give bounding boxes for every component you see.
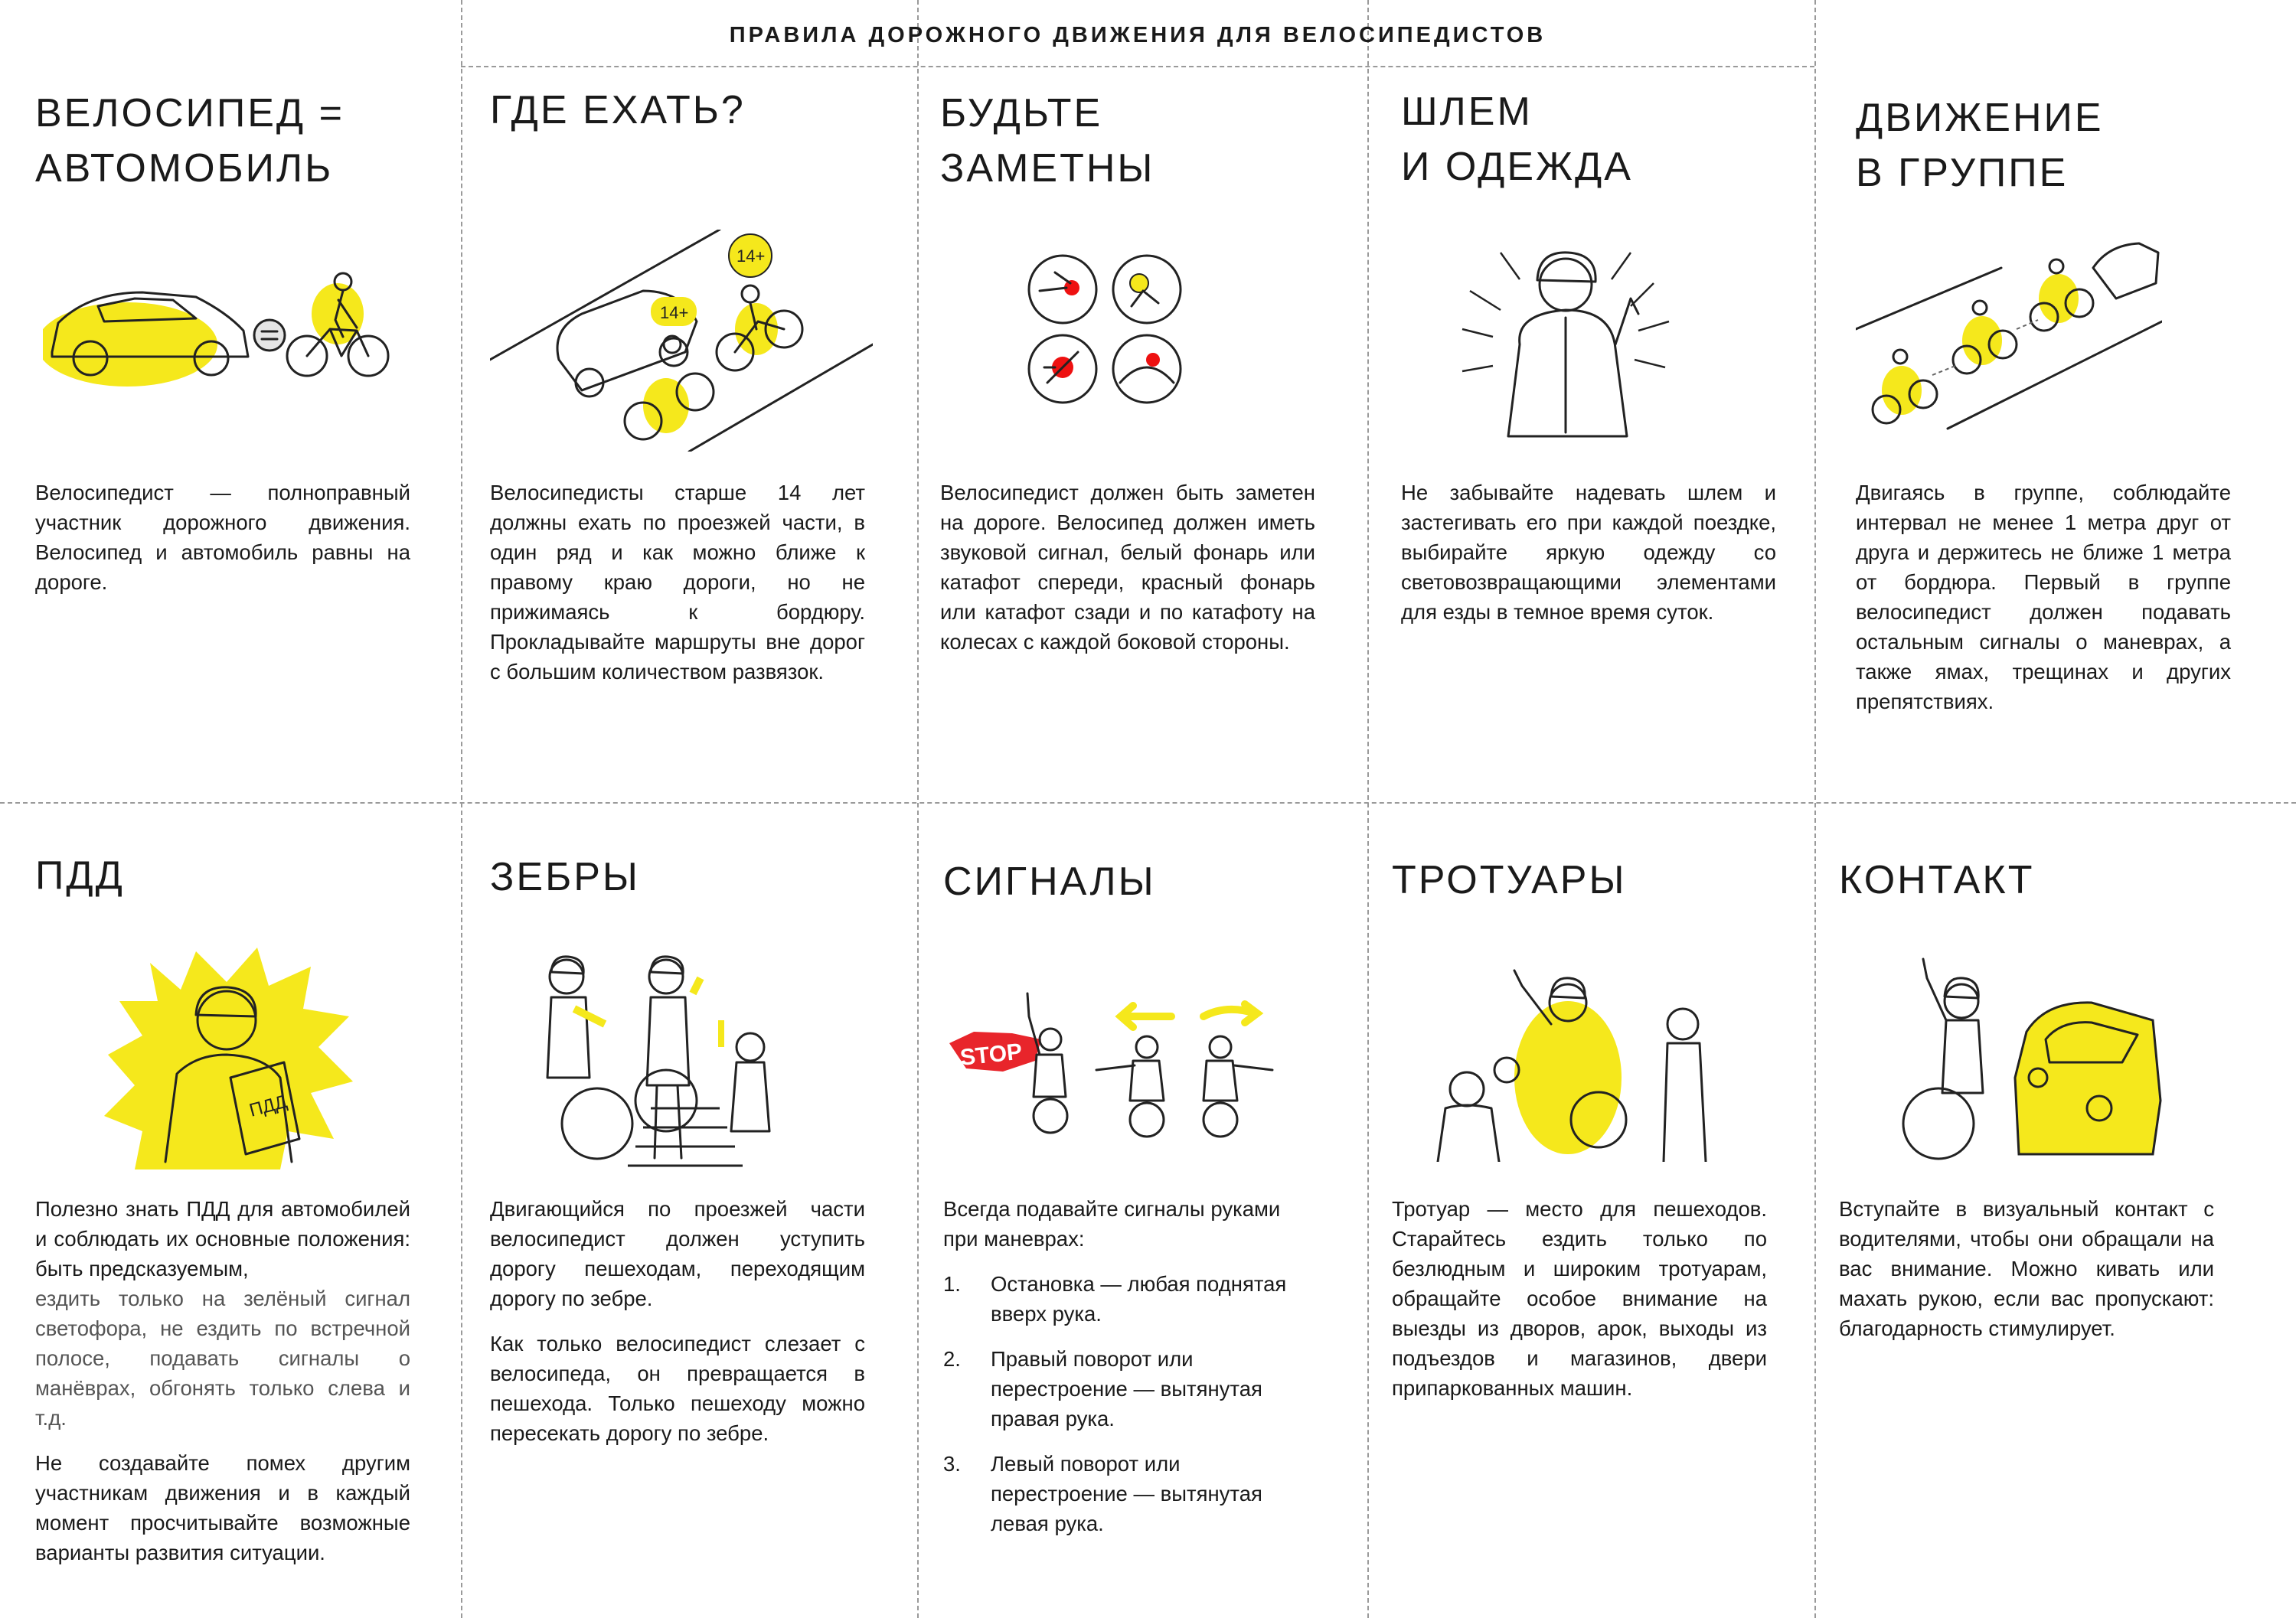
card-paragraph: Вступайте в визуальный контакт с водителями, чтобы они обращали на вас внимание. Можно кивать или махать рукою, если вас пропускают: благодарность стимулирует. (1839, 1197, 2214, 1340)
list-item (943, 1449, 1318, 1538)
column-divider (1814, 0, 1816, 1618)
card-crosswalks (490, 802, 880, 1618)
card-helmet-and-clothes (1401, 0, 1791, 802)
card-paragraph: Не создавайте помех другим участникам движения и в каждый момент просчитывайте возможные варианты развития ситуации. (35, 1451, 410, 1564)
road-lane-illustration (490, 230, 873, 452)
column-divider (917, 0, 919, 1618)
hand-signals-illustration (943, 970, 1280, 1139)
card-text (35, 1194, 410, 1583)
card-title: ЗЕБРЫ (490, 855, 640, 899)
age-badge: 14+ (660, 303, 689, 322)
list-text: Остановка — любая поднятая вверх рука. (991, 1272, 1287, 1326)
column-divider (461, 0, 462, 1618)
card-paragraph: Двигаясь в группе, соблюдайте интервал не менее 1 метра друг от друга и держитесь не ближе 1 метра от бордюра. Первый в группе велосипедист должен подавать остальным сигналы о маневрах, а также ямах, трещинах и других препятствиях. (1856, 481, 2231, 713)
card-bicycle-equals-car (35, 0, 426, 802)
list-item (943, 1269, 1318, 1329)
card-traffic-rules (35, 802, 426, 1618)
card-title: ДВИЖЕНИЕ В ГРУППЕ (1856, 96, 2104, 195)
list-item (943, 1344, 1318, 1434)
list-number: 1. (943, 1272, 961, 1296)
card-title: ТРОТУАРЫ (1392, 858, 1627, 902)
card-text (1839, 1194, 2214, 1359)
column-divider (1367, 0, 1369, 1618)
age-badge: 14+ (736, 246, 766, 266)
card-paragraph: Велосипедист должен быть заметен на дороге. Велосипед должен иметь звуковой сигнал, белый фонарь или катафот спереди, красный фонарь или катафот сзади и по катафоту на колесах с каждой боковой стороны. (940, 481, 1315, 654)
card-text (1392, 1194, 1767, 1418)
card-paragraph: Велосипедист — полноправный участник дорожного движения. Велосипед и автомобиль равны на дороге. (35, 481, 410, 594)
sidewalk-illustration (1422, 963, 1729, 1162)
card-title: СИГНАЛЫ (943, 860, 1156, 904)
card-title: КОНТАКТ (1839, 858, 2035, 902)
card-paragraph: Как только велосипедист слезает с велосипеда, он превращается в пешехода. Только пешеходу можно пересекать дорогу по зебре. (490, 1332, 865, 1445)
card-title: ГДЕ ЕХАТЬ? (490, 88, 746, 132)
card-text (943, 1194, 1318, 1538)
list-number: 2. (943, 1347, 961, 1371)
crosswalk-illustration (521, 948, 834, 1169)
card-title: ВЕЛОСИПЕД = АВТОМОБИЛЬ (35, 91, 345, 191)
card-text (490, 478, 865, 702)
signals-list (943, 1269, 1318, 1538)
card-text (35, 478, 410, 612)
card-paragraph: Не забывайте надевать шлем и застегивать его при каждой поездке, выбирайте яркую одежду со световозвращающими элементами для езды в темное время суток. (1401, 481, 1776, 624)
card-paragraph: Тротуар — место для пешеходов. Старайтесь ездить только по безлюдным и широким тротуарам, обращайте особое внимание на выезды из дворов, арок, выходы из подъездов и магазинов, двери припаркованных машин. (1392, 1197, 1767, 1400)
card-text (1401, 478, 1776, 642)
car-equals-bicycle-illustration (43, 260, 395, 398)
card-where-to-ride (490, 0, 880, 802)
card-paragraph: Двигающийся по проезжей части велосипедист должен уступить дорогу пешеходам, переходящим дорогу по зебре. (490, 1197, 865, 1310)
signals-intro: Всегда подавайте сигналы руками при маневрах: (943, 1197, 1281, 1251)
card-eye-contact (1839, 802, 2229, 1618)
page-title: ПРАВИЛА ДОРОЖНОГО ДВИЖЕНИЯ ДЛЯ ВЕЛОСИПЕДИСТОВ (729, 23, 1546, 47)
card-be-visible (940, 0, 1331, 802)
eye-contact-illustration (1893, 955, 2168, 1162)
card-paragraph: ездить только на зелёный сигнал светофора, не ездить по встречной полосе, подавать сигналы о манёврах, обгонять только слева и т.д. (35, 1287, 410, 1430)
card-title: ПДД (35, 853, 125, 898)
book-label: ПДД (247, 1091, 289, 1121)
list-text: Левый поворот или перестроение — вытянутая левая рука. (991, 1452, 1262, 1535)
card-sidewalks (1392, 802, 1782, 1618)
card-text (490, 1194, 865, 1463)
rulebook-illustration (104, 948, 357, 1169)
card-title: БУДЬТЕ ЗАМЕТНЫ (940, 91, 1155, 191)
group-riding-illustration (1856, 237, 2162, 444)
card-group-riding (1856, 0, 2246, 802)
card-title: ШЛЕМ И ОДЕЖДА (1401, 90, 1633, 189)
list-number: 3. (943, 1452, 961, 1476)
stop-label: STOP (959, 1039, 1024, 1071)
card-paragraph: Велосипедисты старше 14 лет должны ехать по проезжей части, в один ряд и как можно ближе к правому краю дороги, но не прижимаясь к бордюру. Прокладывайте маршруты вне дорог с большим количеством развязок. (490, 481, 865, 683)
card-paragraph: Полезно знать ПДД для автомобилей и соблюдать их основные положения: быть предсказуемым, (35, 1197, 410, 1280)
lights-reflectors-illustration (1024, 253, 1193, 406)
card-text (1856, 478, 2231, 732)
list-text: Правый поворот или перестроение — вытянутая правая рука. (991, 1347, 1262, 1430)
helmet-person-illustration (1447, 237, 1684, 444)
card-signals (943, 802, 1334, 1618)
card-text (940, 478, 1315, 672)
